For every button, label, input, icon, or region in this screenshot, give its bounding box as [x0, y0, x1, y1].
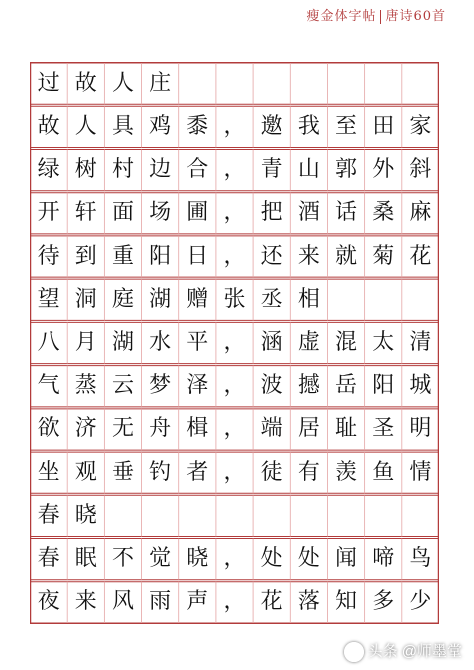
- character-cell: 菊: [372, 243, 395, 269]
- character-cell: [327, 67, 364, 101]
- character-cell: 混: [335, 330, 358, 355]
- character-cell: 村: [111, 157, 134, 183]
- header-section-title: 唐诗60首: [385, 9, 446, 24]
- character-cell: 蒸: [74, 373, 97, 399]
- character-cell: 鸡: [149, 113, 172, 139]
- character-cell: 黍: [186, 113, 209, 139]
- character-cell: [327, 283, 364, 317]
- text-row: [30, 196, 439, 230]
- character-cell: 阳: [149, 243, 172, 269]
- character-cell: 无: [111, 416, 134, 442]
- character-cell: 青: [260, 157, 283, 183]
- character-cell: 眠: [74, 546, 97, 572]
- character-cell: 绿: [37, 157, 60, 183]
- character-cell: 就: [335, 243, 358, 269]
- character-cell: 泽: [186, 373, 209, 399]
- character-cell: 还: [260, 243, 283, 269]
- character-cell: [104, 499, 141, 533]
- text-row: [30, 326, 439, 360]
- character-cell: 郭: [335, 157, 358, 183]
- character-cell: 我: [297, 113, 320, 139]
- text-row: [30, 67, 439, 101]
- character-cell: 平: [186, 330, 209, 355]
- character-cell: ，: [223, 459, 246, 485]
- character-cell: 待: [37, 243, 60, 269]
- character-cell: 知: [335, 589, 358, 615]
- character-cell: 梦: [149, 373, 172, 399]
- character-cell: 面: [111, 200, 134, 226]
- character-cell: 至: [335, 113, 358, 139]
- character-cell: 少: [409, 589, 432, 615]
- character-cell: 张: [223, 286, 246, 312]
- header-book-title: 瘦金体字帖: [306, 9, 377, 24]
- character-cell: ，: [223, 589, 246, 615]
- character-cell: 晓: [186, 546, 209, 572]
- character-cell: [327, 499, 364, 533]
- character-cell: 舟: [149, 416, 172, 442]
- character-cell: 来: [297, 243, 320, 269]
- text-row: [30, 542, 439, 576]
- character-cell: ，: [223, 157, 246, 183]
- character-cell: 云: [111, 373, 134, 399]
- text-row: [30, 585, 439, 619]
- character-cell: 相: [297, 286, 320, 312]
- text-row: [30, 283, 439, 317]
- character-cell: [179, 67, 216, 101]
- character-cell: 人: [74, 113, 97, 139]
- character-cell: 日: [186, 243, 209, 269]
- character-cell: 端: [260, 416, 283, 442]
- character-cell: 多: [372, 589, 395, 615]
- text-row: [30, 499, 439, 533]
- character-cell: [365, 67, 402, 101]
- character-cell: 树: [74, 157, 97, 183]
- character-cell: 合: [186, 157, 209, 183]
- character-cell: 家: [409, 113, 432, 139]
- character-cell: 斜: [409, 157, 432, 183]
- character-cell: 把: [260, 200, 283, 226]
- character-cell: [402, 67, 439, 101]
- character-cell: 清: [409, 330, 432, 355]
- character-cell: 阳: [372, 373, 395, 399]
- character-cell: 春: [37, 502, 60, 528]
- character-cell: 邀: [260, 113, 283, 139]
- character-cell: 耻: [335, 416, 358, 442]
- character-cell: 觉: [149, 546, 172, 572]
- character-cell: [402, 283, 439, 317]
- character-cell: 外: [372, 157, 395, 183]
- character-cell: 花: [409, 243, 432, 269]
- character-cell: ，: [223, 113, 246, 139]
- character-cell: [365, 499, 402, 533]
- character-cell: 开: [37, 200, 60, 226]
- header-separator: [380, 10, 381, 24]
- character-cell: 处: [260, 546, 283, 572]
- text-row: [30, 369, 439, 403]
- character-cell: 雨: [149, 589, 172, 615]
- character-cell: [253, 67, 290, 101]
- character-cell: 气: [37, 373, 60, 399]
- character-cell: 来: [74, 589, 97, 615]
- watermark-text: 头条 @师墨堂: [367, 642, 462, 660]
- character-cell: [290, 67, 327, 101]
- character-cell: 春: [37, 546, 60, 572]
- character-cell: 明: [409, 416, 432, 442]
- character-cell: 庄: [149, 70, 172, 96]
- character-cell: 坐: [37, 459, 60, 485]
- header-title: [306, 6, 446, 28]
- character-cell: ，: [223, 330, 246, 355]
- character-cell: 过: [37, 70, 60, 96]
- character-cell: 故: [37, 113, 60, 139]
- character-cell: [290, 499, 327, 533]
- character-cell: 鱼: [372, 459, 395, 485]
- character-cell: 啼: [372, 546, 395, 572]
- character-cell: 情: [409, 459, 432, 485]
- character-cell: 风: [111, 589, 134, 615]
- character-cell: [216, 67, 253, 101]
- character-cell: [142, 499, 179, 533]
- character-cell: 故: [74, 70, 97, 96]
- character-cell: 撼: [297, 373, 320, 399]
- character-cell: [402, 499, 439, 533]
- character-cell: 太: [372, 330, 395, 355]
- character-cell: 徒: [260, 459, 283, 485]
- character-cell: 湖: [149, 286, 172, 312]
- character-cell: 丞: [260, 286, 283, 312]
- character-cell: 城: [409, 373, 432, 399]
- character-cell: 晓: [74, 502, 97, 528]
- character-cell: 洞: [74, 286, 97, 312]
- character-cell: ，: [223, 546, 246, 572]
- character-cell: 楫: [186, 416, 209, 442]
- character-cell: 圃: [186, 200, 209, 226]
- character-cell: 湖: [111, 330, 134, 355]
- character-cell: 观: [74, 459, 97, 485]
- character-cell: 岳: [335, 373, 358, 399]
- character-cell: 欲: [37, 416, 60, 442]
- character-cell: 圣: [372, 416, 395, 442]
- character-cell: 钓: [149, 459, 172, 485]
- character-cell: 垂: [111, 459, 134, 485]
- character-cell: 月: [74, 330, 97, 355]
- text-row: [30, 412, 439, 446]
- character-cell: 桑: [372, 200, 395, 226]
- character-cell: 山: [297, 157, 320, 183]
- character-cell: ，: [223, 243, 246, 269]
- character-cell: 重: [111, 243, 134, 269]
- character-cell: ，: [223, 200, 246, 226]
- character-cell: 声: [186, 589, 209, 615]
- character-cell: 庭: [111, 286, 134, 312]
- character-cell: 波: [260, 373, 283, 399]
- text-row: [30, 456, 439, 490]
- character-cell: [216, 499, 253, 533]
- character-cell: 处: [297, 546, 320, 572]
- character-cell: 夜: [37, 589, 60, 615]
- character-cell: 者: [186, 459, 209, 485]
- character-cell: 落: [297, 589, 320, 615]
- character-cell: 八: [37, 330, 60, 355]
- character-cell: 话: [335, 200, 358, 226]
- character-cell: 边: [149, 157, 172, 183]
- character-cell: 麻: [409, 200, 432, 226]
- character-cell: 有: [297, 459, 320, 485]
- character-cell: 花: [260, 589, 283, 615]
- character-cell: ，: [223, 373, 246, 399]
- character-cell: [253, 499, 290, 533]
- character-cell: 鸟: [409, 546, 432, 572]
- character-cell: 闻: [335, 546, 358, 572]
- character-cell: 具: [111, 113, 134, 139]
- character-cell: 田: [372, 113, 395, 139]
- character-cell: 酒: [297, 200, 320, 226]
- character-cell: 羡: [335, 459, 358, 485]
- character-cell: ，: [223, 416, 246, 442]
- watermark: [344, 640, 462, 662]
- character-cell: 人: [111, 70, 134, 96]
- text-row: [30, 110, 439, 144]
- character-cell: 场: [149, 200, 172, 226]
- practice-sheet: [30, 62, 439, 624]
- character-cell: [179, 499, 216, 533]
- character-cell: 水: [149, 330, 172, 355]
- character-cell: 赠: [186, 286, 209, 312]
- character-cell: 济: [74, 416, 97, 442]
- character-cell: 轩: [74, 200, 97, 226]
- watermark-logo-icon: [344, 642, 364, 662]
- character-cell: 不: [111, 546, 134, 572]
- character-cell: 望: [37, 286, 60, 312]
- character-cell: [365, 283, 402, 317]
- text-row: [30, 240, 439, 274]
- character-cell: 到: [74, 243, 97, 269]
- character-cell: 虚: [297, 330, 320, 355]
- character-cell: 居: [297, 416, 320, 442]
- text-row: [30, 153, 439, 187]
- character-cell: 涵: [260, 330, 283, 355]
